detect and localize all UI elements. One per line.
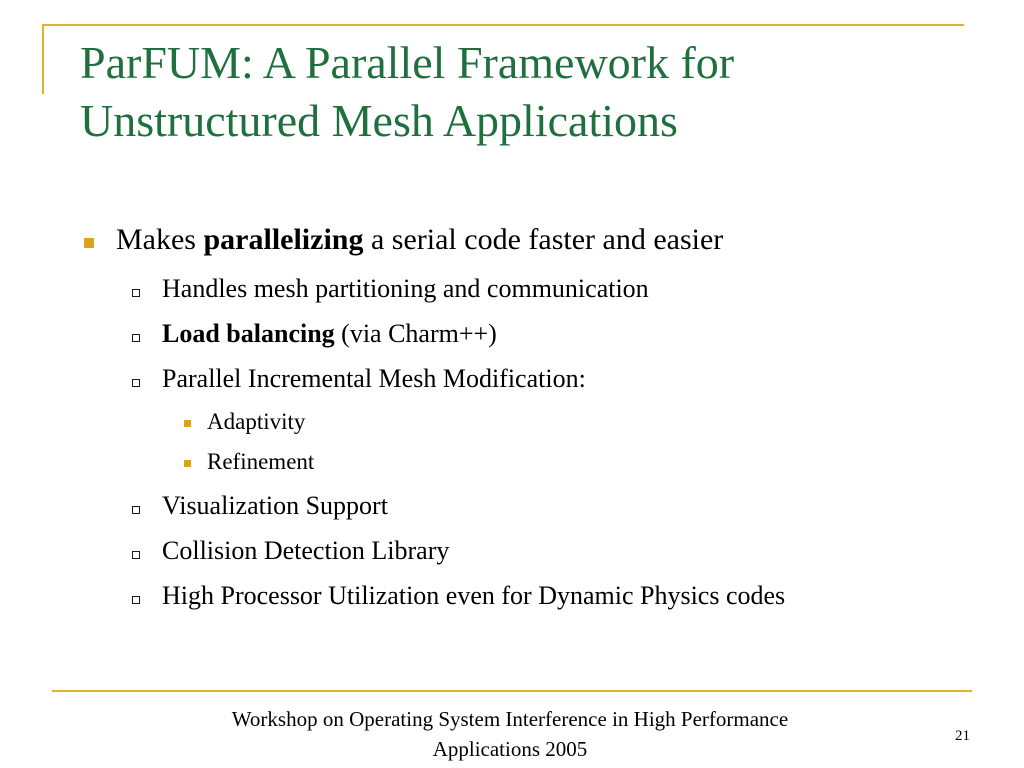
hollow-square-bullet-icon xyxy=(132,596,140,604)
hollow-square-bullet-icon xyxy=(132,551,140,559)
square-bullet-icon xyxy=(184,460,191,467)
frame-left-line xyxy=(42,24,44,94)
footer-divider xyxy=(52,690,972,692)
hollow-square-bullet-icon xyxy=(132,334,140,342)
sub-bullet-text: Parallel Incremental Mesh Modification: xyxy=(162,364,586,393)
sub-bullet-text: Handles mesh partitioning and communication xyxy=(162,274,649,303)
sub-sub-bullet-adaptivity xyxy=(207,409,305,435)
page-number: 21 xyxy=(955,728,970,744)
title-line-2: Unstructured Mesh Applications xyxy=(80,95,678,146)
bullet-makes-parallelizing xyxy=(116,223,723,257)
bullet-text: Makes xyxy=(116,223,204,256)
bullet-text: a serial code faster and easier xyxy=(363,223,724,256)
sub-bullet-mesh-modification xyxy=(162,364,586,394)
square-bullet-icon xyxy=(184,420,191,427)
sub-bullet-visualization xyxy=(162,491,388,521)
square-bullet-icon xyxy=(84,238,94,248)
frame-top-line xyxy=(42,24,964,26)
title-line-1: ParFUM: A Parallel Framework for xyxy=(80,37,735,88)
sub-bullet-processor-utilization xyxy=(162,581,785,611)
footer-line-2: Applications 2005 xyxy=(432,737,588,761)
bullet-bold-text: parallelizing xyxy=(203,223,364,256)
sub-bullet-bold-text: Load balancing xyxy=(162,319,335,348)
sub-bullet-mesh-partitioning xyxy=(162,274,649,304)
sub-bullet-text: (via Charm++) xyxy=(334,319,497,348)
sub-bullet-collision-detection xyxy=(162,536,449,566)
footer-line-1: Workshop on Operating System Interference in High Performance xyxy=(231,707,789,731)
sub-sub-bullet-text: Adaptivity xyxy=(207,409,306,434)
sub-bullet-text: High Processor Utilization even for Dynamic Physics codes xyxy=(162,581,786,610)
sub-sub-bullet-refinement xyxy=(207,449,314,475)
sub-sub-bullet-text: Refinement xyxy=(207,449,315,474)
sub-bullet-text: Visualization Support xyxy=(162,491,388,520)
footer-workshop xyxy=(160,704,860,764)
slide-title xyxy=(80,34,980,150)
hollow-square-bullet-icon xyxy=(132,289,140,297)
hollow-square-bullet-icon xyxy=(132,506,140,514)
sub-bullet-load-balancing xyxy=(162,319,497,349)
sub-bullet-text: Collision Detection Library xyxy=(162,536,450,565)
hollow-square-bullet-icon xyxy=(132,379,140,387)
